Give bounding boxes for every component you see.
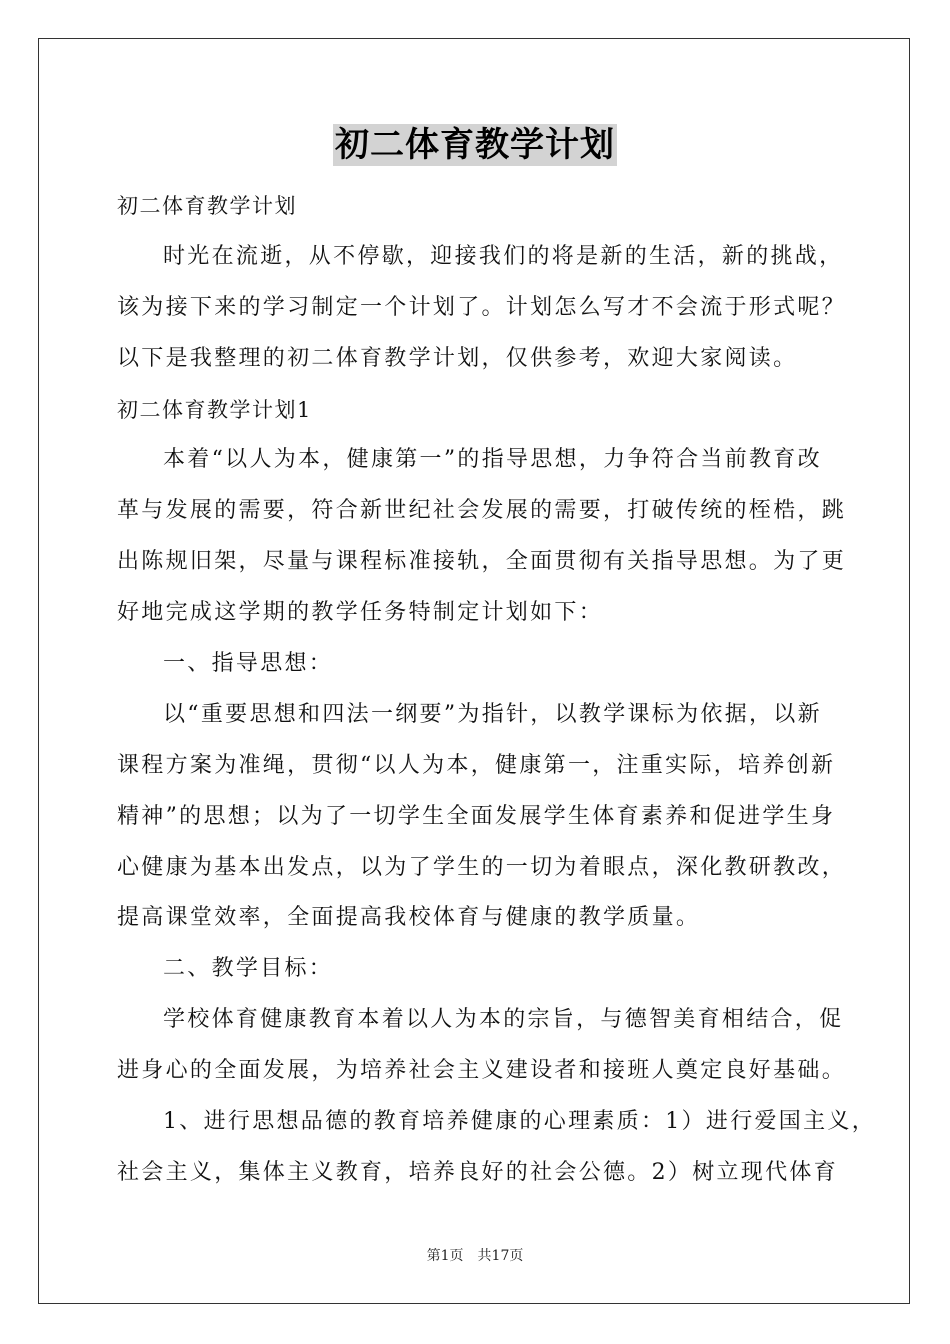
document-title-wrapper <box>0 124 950 166</box>
paragraph-line: 社会主义，集体主义教育，培养良好的社会公德。2）树立现代体育 <box>117 1159 838 1185</box>
paragraph-line: 1、进行思想品德的教育培养健康的心理素质：1）进行爱国主义， <box>163 1109 876 1135</box>
page-number-current: 第1页 <box>426 1248 464 1264</box>
document-body <box>117 181 876 1199</box>
document-title: 初二体育教学计划 <box>335 125 615 165</box>
paragraph-line: 精神”的思想；以为了一切学生全面发展学生体育素养和促进学生身 <box>117 803 836 829</box>
paragraph-line: 以下是我整理的初二体育教学计划，仅供参考，欢迎大家阅读。 <box>117 345 798 371</box>
paragraph-line: 革与发展的需要，符合新世纪社会发展的需要，打破传统的桎梏，跳 <box>117 498 847 524</box>
paragraph-line: 时光在流逝，从不停歇，迎接我们的将是新的生活，新的挑战， <box>163 243 844 269</box>
section-heading: 一、指导思想： <box>163 651 334 677</box>
subtitle-line: 初二体育教学计划 <box>117 194 297 218</box>
paragraph-line: 课程方案为准绳，贯彻“以人为本，健康第一，注重实际，培养创新 <box>117 752 836 778</box>
paragraph-line: 以“重要思想和四法一纲要”为指针，以教学课标为依据，以新 <box>163 701 822 727</box>
paragraph-line: 进身心的全面发展，为培养社会主义建设者和接班人奠定良好基础。 <box>117 1058 847 1084</box>
paragraph-line: 好地完成这学期的教学任务特制定计划如下： <box>117 600 604 626</box>
page-footer <box>0 1245 950 1265</box>
paragraph-line: 该为接下来的学习制定一个计划了。计划怎么写才不会流于形式呢？ <box>117 294 847 320</box>
paragraph-line: 心健康为基本出发点，以为了学生的一切为着眼点，深化教研教改， <box>117 854 847 880</box>
paragraph-line: 提高课堂效率，全面提高我校体育与健康的教学质量。 <box>117 905 701 931</box>
section-heading: 二、教学目标： <box>163 956 334 982</box>
paragraph-line: 学校体育健康教育本着以人为本的宗旨，与德智美育相结合，促 <box>163 1007 844 1033</box>
paragraph-line: 本着“以人为本，健康第一”的指导思想，力争符合当前教育改 <box>163 447 822 473</box>
paragraph-line: 出陈规旧架，尽量与课程标准接轨，全面贯彻有关指导思想。为了更 <box>117 549 847 575</box>
page-number-total: 共17页 <box>477 1248 524 1264</box>
section-heading: 初二体育教学计划1 <box>117 397 312 422</box>
